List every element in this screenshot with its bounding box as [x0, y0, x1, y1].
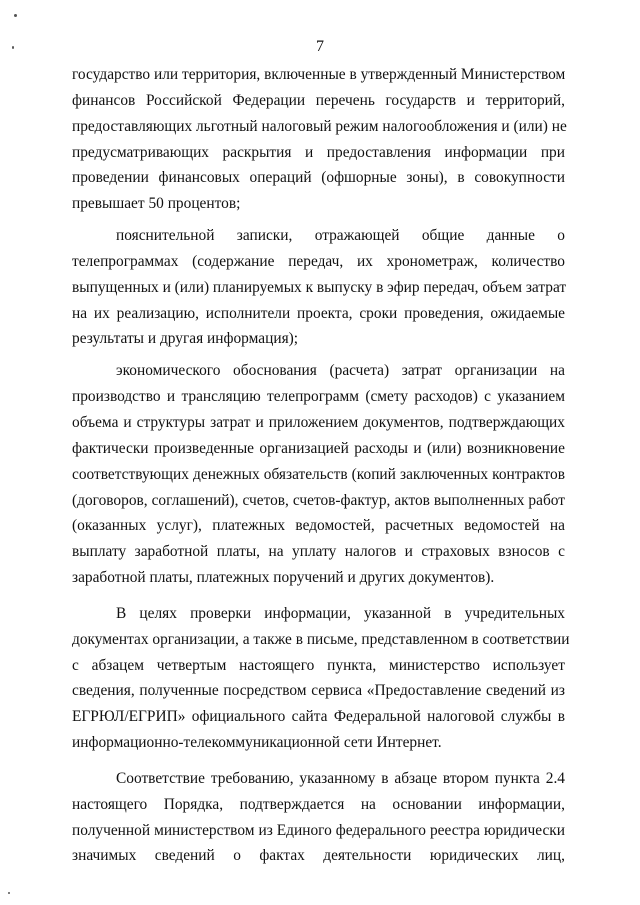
text-line: соответствующих денежных обязательств (копий заключенных контрактов [72, 465, 565, 483]
text-line: ЕГРЮЛ/ЕГРИП» официального сайта Федеральной налоговой службы в [72, 708, 565, 726]
text-line: (оказанных услуг), платежных ведомостей, расчетных ведомостей на [72, 517, 565, 535]
paragraph-offshore [72, 62, 565, 217]
text-line: результаты и другая информация); [72, 330, 299, 348]
text-line: В целях проверки информации, указанной в учредительных [116, 604, 565, 622]
scan-speck [8, 892, 10, 894]
text-line: сведения, полученные посредством сервиса «Предоставление сведений из [72, 682, 565, 700]
text-line: пояснительной записки, отражающей общие данные о [116, 227, 565, 245]
text-line: выпущенных и (или) планируемых к выпуску в эфир передач, объем затрат [72, 278, 567, 296]
text-line: телепрограммах (содержание передач, их хронометраж, количество [72, 252, 565, 270]
text-line: проведении финансовых операций (офшорные зоны), в совокупности [72, 169, 565, 187]
paragraph-verification [72, 601, 570, 756]
text-line: выплату заработной платы, на уплату налогов и страховых взносов с [72, 543, 565, 561]
paragraph-economic-justification [72, 358, 565, 591]
text-line: фактически произведенные организацией расходы и (или) возникновение [72, 439, 565, 457]
paragraph-explanatory-note [72, 223, 565, 352]
text-line: Соответствие требованию, указанному в абзаце втором пункта 2.4 [116, 769, 565, 787]
document-body [72, 62, 570, 869]
paragraph-compliance [72, 766, 565, 869]
text-line: экономического обоснования (расчета) затрат организации на [116, 362, 565, 380]
text-line: финансов Российской Федерации перечень государств и территорий, [72, 91, 565, 109]
text-line: предусматривающих раскрытия и предоставления информации при [72, 143, 565, 161]
text-line: документах организации, а также в письме, представленном в соответствии [72, 630, 570, 648]
text-line: превышает 50 процентов; [72, 195, 241, 213]
text-line: государство или территория, включенные в утвержденный Министерством [72, 66, 566, 83]
text-line: заработной платы, платежных поручений и других документов). [72, 569, 495, 587]
text-line: значимых сведений о фактах деятельности юридических лиц, [72, 847, 565, 865]
page-number: 7 [316, 38, 324, 55]
text-line: с абзацем четвертым настоящего пункта, министерство использует [72, 656, 565, 674]
text-line: (договоров, соглашений), счетов, счетов-фактур, актов выполненных работ [72, 491, 565, 509]
text-line: объема и структуры затрат и приложением документов, подтверждающих [72, 413, 565, 431]
scan-speck [14, 14, 17, 17]
text-line: на их реализацию, исполнители проекта, сроки проведения, ожидаемые [72, 304, 565, 322]
text-line: информационно-телекоммуникационной сети Интернет. [72, 734, 442, 752]
text-line: настоящего Порядка, подтверждается на основании информации, [72, 795, 565, 813]
text-line: производство и трансляцию телепрограмм (смету расходов) с указанием [72, 388, 565, 406]
text-line: предоставляющих льготный налоговый режим налогообложения и (или) не [72, 117, 567, 135]
text-line: полученной министерством из Единого федерального реестра юридически [72, 821, 565, 839]
